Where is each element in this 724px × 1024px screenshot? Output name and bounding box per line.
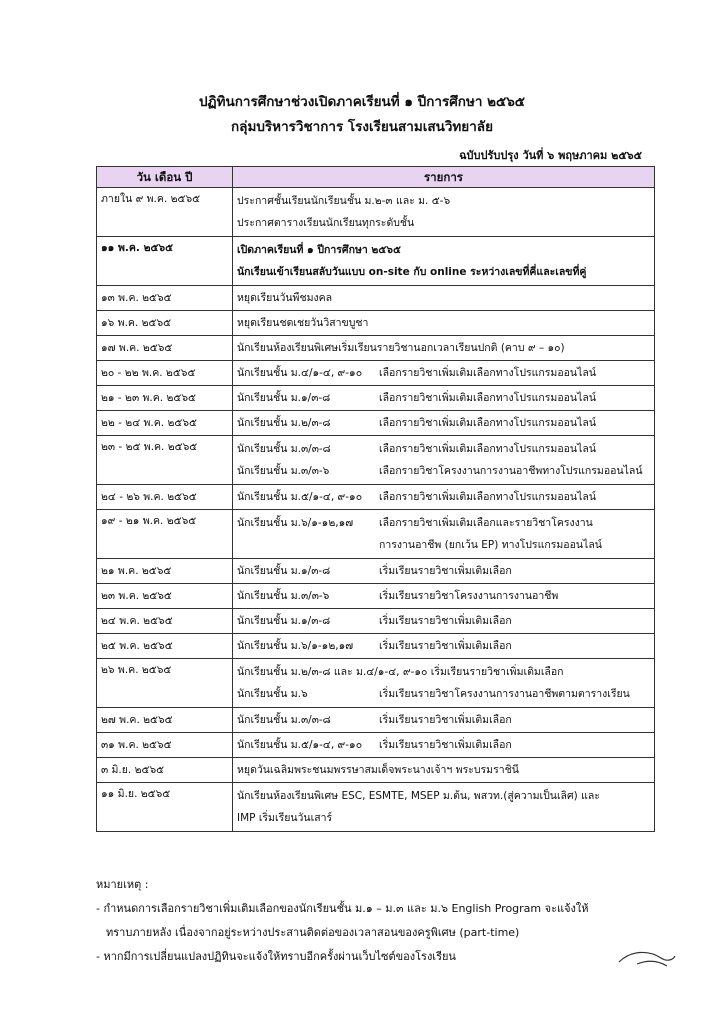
row-item bbox=[233, 783, 655, 832]
item-line bbox=[237, 460, 650, 482]
table-row bbox=[97, 783, 655, 832]
row-item bbox=[233, 510, 655, 559]
item-action: เลือกรายวิชาเพิ่มเติมเลือกทางโปรแกรมออนไลน์ bbox=[379, 392, 596, 404]
revision-date: ฉบับปรับปรุง วันที่ ๖ พฤษภาคม ๒๕๖๕ bbox=[459, 149, 642, 162]
item-line bbox=[237, 287, 650, 309]
row-date: ๑๖ พ.ค. ๒๕๖๕ bbox=[97, 311, 233, 336]
table-row bbox=[97, 659, 655, 708]
row-date: ๒๗ พ.ค. ๒๕๖๕ bbox=[97, 708, 233, 733]
item-line bbox=[237, 312, 650, 334]
table-row bbox=[97, 336, 655, 361]
item-subject: หยุดเรียนชดเชยวันวิสาขบูชา bbox=[237, 317, 369, 329]
table-row bbox=[97, 733, 655, 758]
row-date: ๑๗ พ.ค. ๒๕๖๕ bbox=[97, 336, 233, 361]
row-date: ภายใน ๙ พ.ค. ๒๕๖๕ bbox=[97, 188, 233, 237]
item-line bbox=[237, 512, 650, 534]
table-row bbox=[97, 634, 655, 659]
item-line bbox=[237, 709, 650, 731]
row-date: ๓ มิ.ย. ๒๕๖๕ bbox=[97, 758, 233, 783]
table-row bbox=[97, 485, 655, 510]
row-date: ๒๔ พ.ค. ๒๕๖๕ bbox=[97, 609, 233, 634]
item-subject: นักเรียนชั้น ม.๒/๓-๘ bbox=[237, 417, 331, 429]
table-row bbox=[97, 758, 655, 783]
item-subject: นักเรียนชั้น ม.๖/๑-๑๒,๑๗ bbox=[237, 517, 354, 529]
row-date: ๑๑ มิ.ย. ๒๕๖๕ bbox=[97, 783, 233, 832]
item-action: เริ่มเรียนรายวิชาเพิ่มเติมเลือก bbox=[379, 565, 512, 577]
row-item bbox=[233, 659, 655, 708]
table-row bbox=[97, 237, 655, 286]
item-subject: IMP เริ่มเรียนวันเสาร์ bbox=[237, 812, 333, 824]
row-item bbox=[233, 758, 655, 783]
item-line bbox=[237, 759, 650, 781]
row-date: ๒๖ พ.ค. ๒๕๖๕ bbox=[97, 659, 233, 708]
item-subject: นักเรียนชั้น ม.๑/๓-๘ bbox=[237, 565, 331, 577]
item-line bbox=[237, 190, 650, 212]
column-header-item: รายการ bbox=[233, 167, 655, 188]
row-date: ๒๐ - ๒๒ พ.ค. ๒๕๖๕ bbox=[97, 361, 233, 386]
item-line bbox=[237, 661, 650, 683]
signature bbox=[617, 948, 677, 970]
row-date: ๒๑ - ๒๓ พ.ค. ๒๕๖๕ bbox=[97, 386, 233, 411]
item-line bbox=[237, 337, 650, 359]
row-date: ๒๒ - ๒๔ พ.ค. ๒๕๖๕ bbox=[97, 411, 233, 436]
item-line bbox=[237, 239, 650, 261]
item-subject: นักเรียนชั้น ม.๕/๑-๔, ๙-๑๐ bbox=[237, 491, 363, 503]
item-line bbox=[237, 785, 650, 807]
item-subject: นักเรียนชั้น ม.๓/๓-๖ bbox=[237, 590, 330, 602]
item-line bbox=[237, 438, 650, 460]
item-action: เริ่มเรียนรายวิชาเพิ่มเติมเลือก bbox=[379, 739, 512, 751]
item-action: เลือกรายวิชาเพิ่มเติมเลือกทางโปรแกรมออนไลน์ bbox=[379, 417, 596, 429]
table-row bbox=[97, 584, 655, 609]
table-row bbox=[97, 286, 655, 311]
item-line bbox=[237, 486, 650, 508]
row-date: ๓๑ พ.ค. ๒๕๖๕ bbox=[97, 733, 233, 758]
row-item bbox=[233, 286, 655, 311]
calendar-body bbox=[97, 188, 655, 832]
item-subject: นักเรียนชั้น ม.๔/๑-๔, ๙-๑๐ bbox=[237, 367, 363, 379]
row-item bbox=[233, 634, 655, 659]
item-action: เริ่มเรียนรายวิชาเพิ่มเติมเลือก bbox=[379, 615, 512, 627]
row-item bbox=[233, 361, 655, 386]
item-line bbox=[237, 807, 650, 829]
note-2: - หากมีการเปลี่ยนแปลงปฏิทินจะแจ้งให้ทราบอีกครั้งผ่านเว็บไซต์ของโรงเรียน bbox=[96, 950, 456, 963]
row-item bbox=[233, 311, 655, 336]
item-action: เริ่มเรียนรายวิชาโครงงานการงานอาชีพ bbox=[379, 590, 559, 602]
item-line bbox=[237, 610, 650, 632]
calendar-table bbox=[96, 166, 655, 832]
item-line bbox=[237, 412, 650, 434]
row-date: ๑๙ - ๒๑ พ.ค. ๒๕๖๕ bbox=[97, 510, 233, 559]
row-item bbox=[233, 188, 655, 237]
document-subtitle: กลุ่มบริหารวิชาการ โรงเรียนสามเสนวิทยาลัย bbox=[231, 119, 493, 135]
item-action: เริ่มเรียนรายวิชาเพิ่มเติมเลือก bbox=[379, 714, 512, 726]
item-action: เลือกรายวิชาโครงงานการงานอาชีพทางโปรแกรมออนไลน์ bbox=[379, 465, 643, 477]
row-item bbox=[233, 336, 655, 361]
item-line bbox=[237, 387, 650, 409]
item-line bbox=[237, 261, 650, 283]
table-row bbox=[97, 188, 655, 237]
table-row bbox=[97, 386, 655, 411]
item-subject: นักเรียนเข้าเรียนสลับวันแบบ on-site กับ online ระหว่างเลขที่คี่และเลขที่คู่ bbox=[237, 266, 587, 278]
table-row bbox=[97, 609, 655, 634]
row-date: ๑๓ พ.ค. ๒๕๖๕ bbox=[97, 286, 233, 311]
item-subject: ประกาศชั้นเรียนนักเรียนชั้น ม.๒-๓ และ ม. ๕-๖ bbox=[237, 195, 451, 207]
item-line bbox=[237, 635, 650, 657]
table-row bbox=[97, 510, 655, 559]
row-item bbox=[233, 733, 655, 758]
row-item bbox=[233, 708, 655, 733]
item-subject: นักเรียนชั้น ม.๕/๑-๔, ๙-๑๐ bbox=[237, 739, 363, 751]
item-action: เลือกรายวิชาเพิ่มเติมเลือกทางโปรแกรมออนไลน์ bbox=[379, 367, 596, 379]
row-item bbox=[233, 386, 655, 411]
item-action: เลือกรายวิชาเพิ่มเติมเลือกทางโปรแกรมออนไลน์ bbox=[379, 491, 596, 503]
item-action: เลือกรายวิชาเพิ่มเติมเลือกและรายวิชาโครงงาน bbox=[379, 517, 593, 529]
item-line bbox=[237, 560, 650, 582]
item-line bbox=[237, 734, 650, 756]
table-row bbox=[97, 436, 655, 485]
item-subject: นักเรียนชั้น ม.๓/๓-๘ bbox=[237, 714, 331, 726]
item-subject: นักเรียนชั้น ม.๑/๓-๘ bbox=[237, 392, 331, 404]
row-item bbox=[233, 584, 655, 609]
item-subject: ประกาศตารางเรียนนักเรียนทุกระดับชั้น bbox=[237, 217, 415, 229]
item-line bbox=[237, 362, 650, 384]
row-date: ๒๓ พ.ค. ๒๕๖๕ bbox=[97, 584, 233, 609]
item-action: เลือกรายวิชาเพิ่มเติมเลือกทางโปรแกรมออนไลน์ bbox=[379, 443, 596, 455]
item-line bbox=[237, 212, 650, 234]
column-header-date: วัน เดือน ปี bbox=[97, 167, 233, 188]
document-title: ปฏิทินการศึกษาช่วงเปิดภาคเรียนที่ ๑ ปีการศึกษา ๒๕๖๕ bbox=[198, 94, 526, 110]
row-date: ๑๑ พ.ค. ๒๕๖๕ bbox=[97, 237, 233, 286]
row-item bbox=[233, 411, 655, 436]
row-date: ๒๔ - ๒๖ พ.ค. ๒๕๖๕ bbox=[97, 485, 233, 510]
item-subject: หยุดเรียนวันพืชมงคล bbox=[237, 292, 333, 304]
item-subject: หยุดวันเฉลิมพระชนมพรรษาสมเด็จพระนางเจ้าฯ พระบรมราชินี bbox=[237, 764, 519, 776]
item-subject: นักเรียนห้องเรียนพิเศษ ESC, ESMTE, MSEP ม.ต้น, พสวท.(สู่ความเป็นเลิศ) และ bbox=[237, 790, 600, 802]
item-subject: นักเรียนชั้น ม.๒/๓-๘ และ ม.๔/๑-๔, ๙-๑๐ เริ่มเรียนรายวิชาเพิ่มเติมเลือก bbox=[237, 666, 564, 678]
row-item bbox=[233, 237, 655, 286]
item-subject: นักเรียนชั้น ม.๑/๓-๘ bbox=[237, 615, 331, 627]
row-item bbox=[233, 609, 655, 634]
table-row bbox=[97, 361, 655, 386]
table-row bbox=[97, 559, 655, 584]
row-item bbox=[233, 436, 655, 485]
item-action: เริ่มเรียนรายวิชาโครงงานการงานอาชีพตามตารางเรียน bbox=[379, 688, 630, 700]
item-line bbox=[237, 683, 650, 705]
item-subject: เปิดภาคเรียนที่ ๑ ปีการศึกษา ๒๕๖๕ bbox=[237, 244, 401, 256]
item-subject: นักเรียนชั้น ม.๖ bbox=[237, 688, 308, 700]
notes-heading: หมายเหตุ : bbox=[96, 878, 149, 891]
note-1: - กำหนดการเลือกรายวิชาเพิ่มเติมเลือกของนักเรียนชั้น ม.๑ – ม.๓ และ ม.๖ English Program จะแจ้งให้ bbox=[96, 902, 589, 915]
notes-section bbox=[96, 873, 696, 969]
row-date: ๒๓ - ๒๕ พ.ค. ๒๕๖๕ bbox=[97, 436, 233, 485]
item-subject: นักเรียนชั้น ม.๖/๑-๑๒,๑๗ bbox=[237, 640, 354, 652]
item-line bbox=[237, 585, 650, 607]
item-subject: นักเรียนชั้น ม.๓/๓-๖ bbox=[237, 465, 330, 477]
table-row bbox=[97, 708, 655, 733]
item-action: การงานอาชีพ (ยกเว้น EP) ทางโปรแกรมออนไลน์ bbox=[379, 539, 602, 551]
table-row bbox=[97, 411, 655, 436]
item-subject: นักเรียนห้องเรียนพิเศษเริ่มเรียนรายวิชานอกเวลาเรียนปกติ (คาบ ๙ – ๑๐) bbox=[237, 342, 565, 354]
item-subject: นักเรียนชั้น ม.๓/๓-๘ bbox=[237, 443, 331, 455]
item-action: เริ่มเรียนรายวิชาเพิ่มเติมเลือก bbox=[379, 640, 512, 652]
row-date: ๒๕ พ.ค. ๒๕๖๕ bbox=[97, 634, 233, 659]
row-date: ๒๑ พ.ค. ๒๕๖๕ bbox=[97, 559, 233, 584]
item-line bbox=[237, 534, 650, 556]
table-row bbox=[97, 311, 655, 336]
note-1-continued: ทราบภายหลัง เนื่องจากอยู่ระหว่างประสานติดต่อของเวลาสอนของครูพิเศษ (part-time) bbox=[106, 926, 520, 939]
row-item bbox=[233, 559, 655, 584]
row-item bbox=[233, 485, 655, 510]
